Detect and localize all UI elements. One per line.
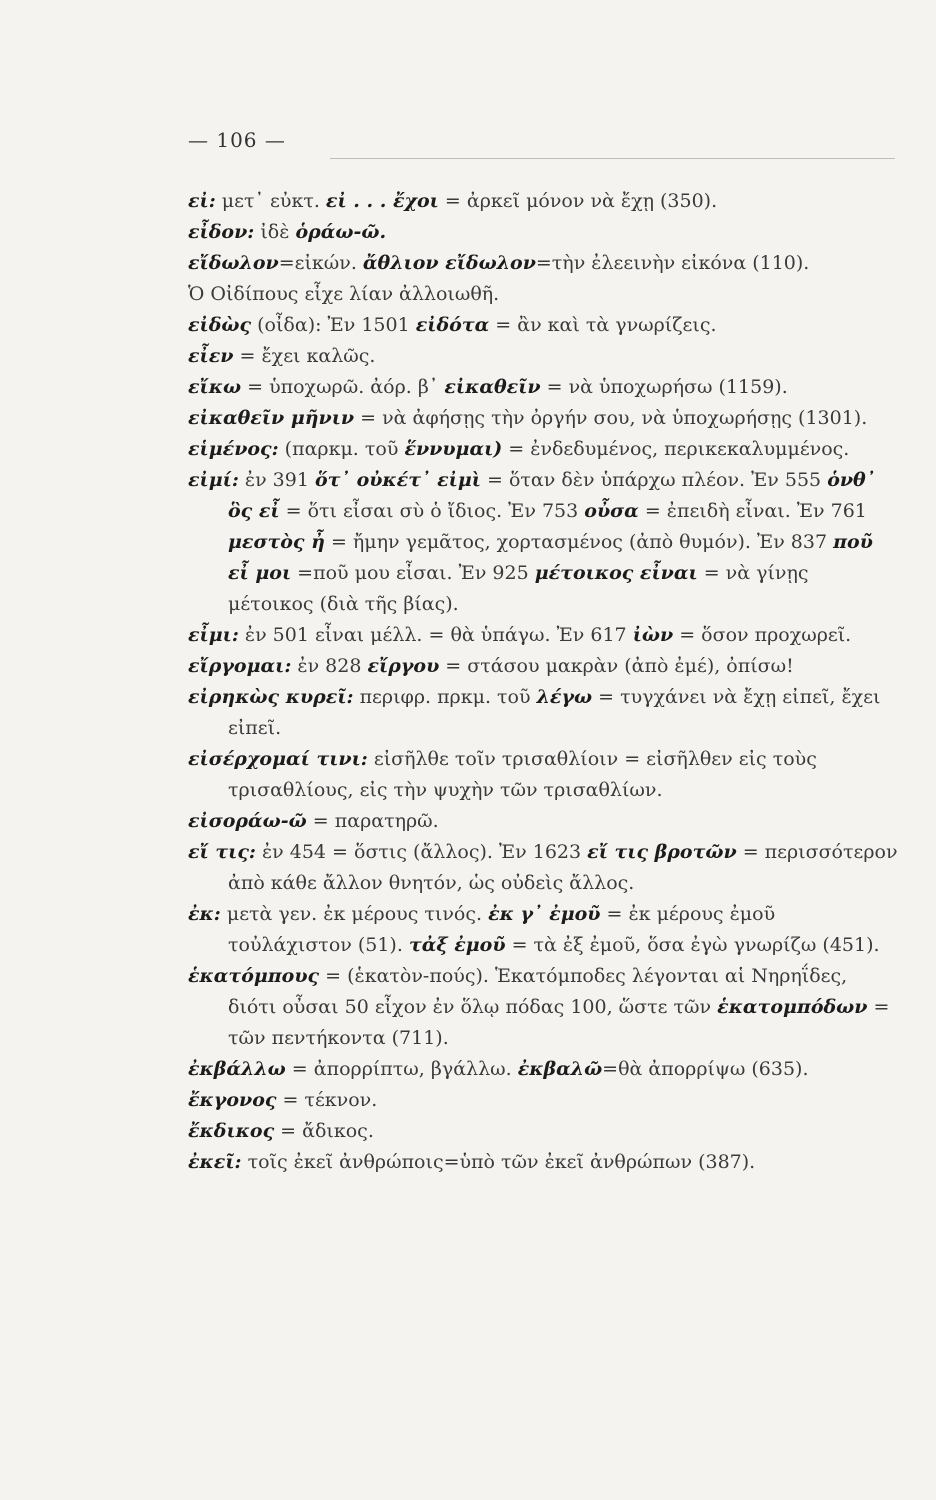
definition-text: ἐν 501 εἶναι μέλλ. = θὰ ὑπάγω. Ἐν 617 xyxy=(238,624,633,646)
headword: εἴ τις: xyxy=(188,841,256,863)
headword: εἰσοράω-ῶ xyxy=(188,810,307,832)
definition-text: = τέκνον. xyxy=(276,1089,378,1111)
definition-text: τοῖς ἐκεῖ ἀνθρώποις=ὑπὸ τῶν ἐκεῖ ἀνθρώπων (387). xyxy=(241,1151,756,1173)
definition-text: =εἰκών. xyxy=(278,252,363,274)
headword: οὖσα xyxy=(584,500,639,522)
dictionary-entry xyxy=(188,1116,900,1147)
dictionary-entry xyxy=(188,434,900,465)
definition-text: Ὁ Οἰδίπους εἶχε λίαν ἀλλοιωθῆ. xyxy=(188,283,500,305)
headword: μέτοικος εἶναι xyxy=(534,562,698,584)
definition-text: = νὰ ἀφήσῃς τὴν ὀργήν σου, νὰ ὑποχωρήσῃς (1301). xyxy=(354,407,868,429)
headword: μεστὸς ἦ xyxy=(228,531,325,553)
headword: ἄθλιον εἴδωλον xyxy=(362,252,536,274)
headword: ἑκατομπόδων xyxy=(717,996,868,1018)
dictionary-entry xyxy=(188,1147,900,1178)
dictionary-entry xyxy=(188,465,900,620)
dictionary-entries xyxy=(188,186,900,1178)
headword: εἶμι: xyxy=(188,624,239,646)
headword: ἔκδικος xyxy=(188,1120,275,1142)
definition-text: = ὅταν δὲν ὑπάρχω πλέον. Ἐν 555 xyxy=(480,469,828,491)
headword: ὁράω-ῶ. xyxy=(295,221,387,243)
dictionary-entry xyxy=(188,372,900,403)
headword: εἰσέρχομαί τινι: xyxy=(188,748,368,770)
headword: εἴργομαι: xyxy=(188,655,292,677)
dictionary-entry xyxy=(188,341,900,372)
definition-text: = ἔχει καλῶς. xyxy=(233,345,376,367)
headword: τἀξ ἐμοῦ xyxy=(408,934,506,956)
definition-text: περιφρ. πρκμ. τοῦ xyxy=(353,686,537,708)
definition-text: = ἤμην γεμᾶτος, χορτασμένος (ἀπὸ θυμόν). Ἐν 837 xyxy=(324,531,834,553)
headword: ἐκβάλλω xyxy=(188,1058,286,1080)
dictionary-entry xyxy=(188,899,900,961)
definition-text: = περισσότερον ἀπὸ κάθε ἄλλον θνητόν, ὡς οὐδεὶς ἄλλος. xyxy=(228,841,898,894)
definition-text: = ἐκ μέρους ἐμοῦ τοὐλάχιστον (51). xyxy=(228,903,776,956)
headword: εἰ: xyxy=(188,190,216,212)
headword: εἰ . . . ἔχοι xyxy=(325,190,439,212)
headword: εἰδότα xyxy=(415,314,490,336)
headword: εἴδωλον xyxy=(188,252,279,274)
headword: ἑκατόμπους xyxy=(188,965,320,987)
headword: εἴργου xyxy=(367,655,440,677)
headword: ποῦ εἶ μοι xyxy=(228,531,873,584)
headword: ὅτ᾽ οὐκέτ᾽ εἰμὶ xyxy=(315,469,481,491)
definition-text: μετὰ γεν. ἐκ μέρους τινός. xyxy=(220,903,489,925)
definition-text: = τῶν πεντήκοντα (711). xyxy=(228,996,890,1049)
dictionary-entry xyxy=(188,1054,900,1085)
dictionary-entry xyxy=(188,217,900,248)
dictionary-entry xyxy=(188,682,900,744)
dictionary-entry xyxy=(188,310,900,341)
headword: ἕννυμαι) xyxy=(404,438,503,460)
definition-text: = στάσου μακρὰν (ἀπὸ ἐμέ), ὀπίσω! xyxy=(439,655,794,677)
definition-text: = ὅσον προχωρεῖ. xyxy=(673,624,852,646)
definition-text: = ἐπειδὴ εἶναι. Ἐν 761 xyxy=(638,500,867,522)
headword: εἱμένος: xyxy=(188,438,279,460)
definition-text: = ὑποχωρῶ. ἀόρ. β᾽ xyxy=(241,376,445,398)
headword: ἰὼν xyxy=(632,624,674,646)
definition-text: εἰσῆλθε τοῖν τρισαθλίοιν = εἰσῆλθεν εἰς τοὺς τρισαθλίους, εἰς τὴν ψυχὴν τῶν τρισαθλίων. xyxy=(228,748,817,801)
definition-text: = τὰ ἐξ ἐμοῦ, ὅσα ἐγὼ γνωρίζω (451). xyxy=(505,934,880,956)
definition-text: = ἀρκεῖ μόνον νὰ ἔχῃ (350). xyxy=(438,190,718,212)
definition-text: = ἂν καὶ τὰ γνωρίζεις. xyxy=(489,314,717,336)
headword: εἴκω xyxy=(188,376,242,398)
definition-text: = ἀπορρίπτω, βγάλλω. xyxy=(285,1058,518,1080)
dictionary-entry xyxy=(188,279,900,310)
definition-text: = (ἑκατὸν-πούς). Ἑκατόμποδες λέγονται αἱ Νηρηΐδες, διότι οὖσαι 50 εἶχον ἐν ὅλῳ πόδας 100, ὥστε τῶν xyxy=(228,965,848,1018)
definition-text: = νὰ ὑποχωρήσω (1159). xyxy=(540,376,788,398)
headword: ἐκ: xyxy=(188,903,221,925)
definition-text: ἐν 828 xyxy=(291,655,368,677)
dictionary-entry xyxy=(188,248,900,279)
definition-text: = ὅτι εἶσαι σὺ ὁ ἴδιος. Ἐν 753 xyxy=(279,500,585,522)
definition-text: =τὴν ἐλεεινὴν εἰκόνα (110). xyxy=(535,252,810,274)
headword: εἴ τις βροτῶν xyxy=(587,841,737,863)
dictionary-entry xyxy=(188,837,900,899)
headword: εἶδον: xyxy=(188,221,255,243)
dictionary-entry xyxy=(188,403,900,434)
definition-text: = νὰ γίνῃς μέτοικος (διὰ τῆς βίας). xyxy=(228,562,809,615)
headword: ἔκγονος xyxy=(188,1089,277,1111)
definition-text: ἰδὲ xyxy=(254,221,296,243)
definition-text: (παρκμ. τοῦ xyxy=(278,438,405,460)
definition-text: = ἐνδεδυμένος, περικεκαλυμμένος. xyxy=(502,438,850,460)
dictionary-entry xyxy=(188,186,900,217)
dictionary-entry xyxy=(188,1085,900,1116)
definition-text: = ἄδικος. xyxy=(274,1120,374,1142)
dictionary-entry xyxy=(188,651,900,682)
headword: ἐκ γ᾽ ἐμοῦ xyxy=(488,903,601,925)
headword: εἶεν xyxy=(188,345,234,367)
headword: εἰκαθεῖν xyxy=(444,376,541,398)
headword: εἰδὼς xyxy=(188,314,252,336)
headword: εἰρηκὼς κυρεῖ: xyxy=(188,686,354,708)
dictionary-entry xyxy=(188,961,900,1054)
definition-text: μετ᾽ εὐκτ. xyxy=(215,190,326,212)
page-number: — 106 — xyxy=(188,128,286,152)
header-rule xyxy=(330,158,895,159)
definition-text: = τυγχάνει νὰ ἔχῃ εἰπεῖ, ἔχει εἰπεῖ. xyxy=(228,686,881,739)
headword: ἐκβαλῶ xyxy=(517,1058,603,1080)
definition-text: ἐν 391 xyxy=(238,469,315,491)
definition-text: = παρατηρῶ. xyxy=(306,810,439,832)
headword: λέγω xyxy=(536,686,593,708)
definition-text: (οἶδα): Ἐν 1501 xyxy=(251,314,416,336)
definition-text: ἐν 454 = ὅστις (ἄλλος). Ἐν 1623 xyxy=(255,841,588,863)
headword: ὁνθ᾽ ὃς εἶ xyxy=(228,469,876,522)
headword: εἰκαθεῖν μῆνιν xyxy=(188,407,355,429)
dictionary-entry xyxy=(188,744,900,806)
definition-text: =θὰ ἀπορρίψω (635). xyxy=(602,1058,809,1080)
headword: εἰμί: xyxy=(188,469,239,491)
headword: ἐκεῖ: xyxy=(188,1151,242,1173)
definition-text: =ποῦ μου εἶσαι. Ἐν 925 xyxy=(291,562,535,584)
dictionary-entry xyxy=(188,620,900,651)
dictionary-entry xyxy=(188,806,900,837)
